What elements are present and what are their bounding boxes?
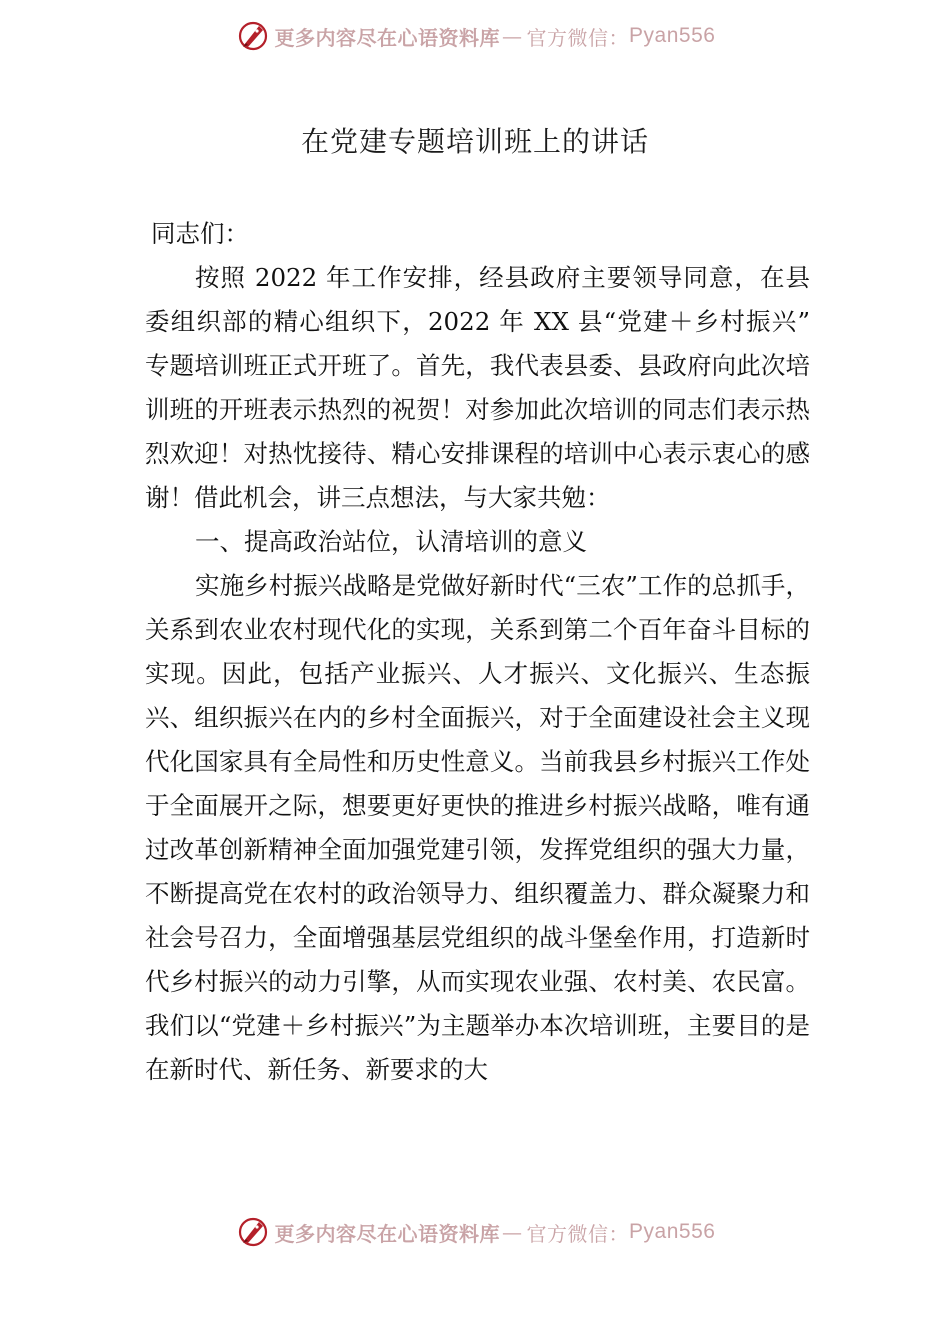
pen-nib-logo-icon: [235, 18, 271, 54]
footer-watermark-banner: [0, 1212, 950, 1252]
banner-brand-text: 更多内容尽在心语资料库: [274, 1221, 501, 1246]
section-heading: 一、提高政治站位，认清培训的意义: [195, 527, 587, 556]
header-watermark-banner: [0, 16, 950, 56]
banner-wechat-id: Pyan556: [629, 1220, 716, 1243]
paragraph: 按照 2022 年工作安排，经县政府主要领导同意，在县委组织部的精心组织下，2022 年 XX 县“党建＋乡村振兴” 专题培训班正式开班了。首先，我代表县委、县政府向此次培训班的开班表示热烈的祝贺！对参加此次培训的同志们表示热烈欢迎！对热忱接待、精心安排课程的培训中心表示衷心的感谢！借此机会，讲三点想法，与大家共勉：: [145, 263, 810, 512]
salutation: 同志们：: [151, 219, 249, 248]
banner-brand-text: 更多内容尽在心语资料库: [274, 25, 501, 50]
pen-nib-logo-icon: [235, 1214, 271, 1250]
banner-wechat-label: 官方微信：: [526, 25, 630, 50]
banner-separator: —: [502, 1220, 523, 1244]
banner-separator: —: [502, 24, 523, 48]
banner-wechat-label: 官方微信：: [526, 1221, 630, 1246]
paragraph: 实施乡村振兴战略是党做好新时代“三农”工作的总抓手，关系到农业农村现代化的实现，关系到第二个百年奋斗目标的实现。因此，包括产业振兴、人才振兴、文化振兴、生态振兴、组织振兴在内的乡村全面振兴，对于全面建设社会主义现代化国家具有全局性和历史性意义。当前我县乡村振兴工作处于全面展开之际，想要更好更快的推进乡村振兴战略，唯有通过改革创新精神全面加强党建引领，发挥党组织的强大力量，不断提高党在农村的政治领导力、组织覆盖力、群众凝聚力和社会号召力，全面增强基层党组织的战斗堡垒作用，打造新时代乡村振兴的动力引擎，从而实现农业强、农村美、农民富。我们以“党建＋乡村振兴”为主题举办本次培训班，主要目的是在新时代、新任务、新要求的大: [145, 571, 810, 1084]
banner-wechat-id: Pyan556: [629, 24, 716, 47]
document-title: 在党建专题培训班上的讲话: [300, 125, 649, 158]
document-body: [145, 212, 810, 1092]
